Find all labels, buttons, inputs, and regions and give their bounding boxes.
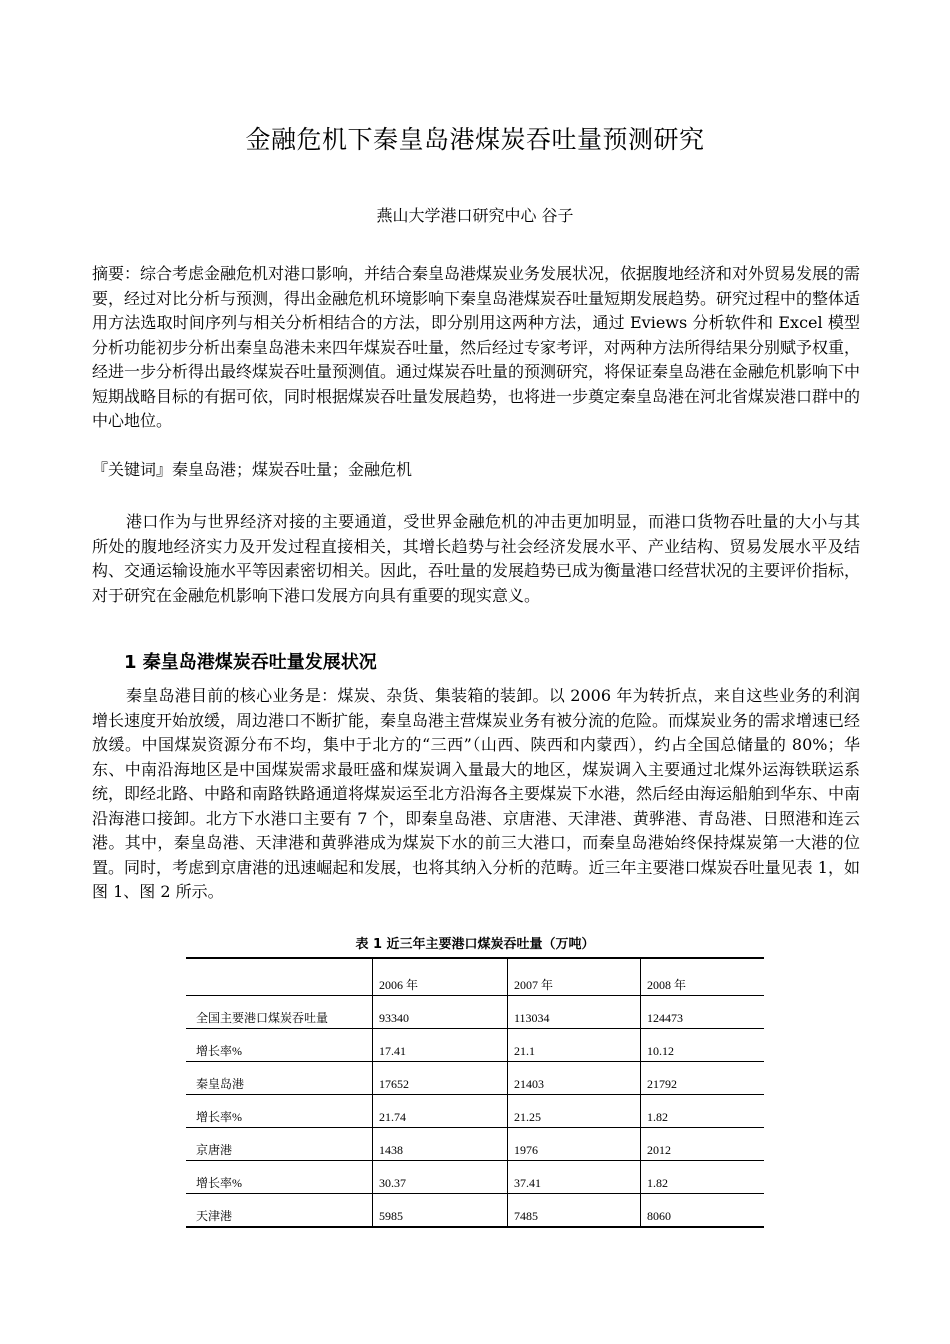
table-cell: 21.74 xyxy=(373,1095,508,1128)
intro-paragraph: 港口作为与世界经济对接的主要通道，受世界金融危机的冲击更加明显，而港口货物吞吐量的大小与其所处的腹地经济实力及开发过程直接相关，其增长趋势与社会经济发展水平、产业结构、贸易发展水平及结构、交通运输设施水平等因素密切相关。因此，吞吐量的发展趋势已成为衡量港口经营状况的主要评价指标，对于研究在金融危机影响下港口发展方向具有重要的现实意义。 xyxy=(92,512,861,605)
table-cell: 增长率% xyxy=(186,1029,373,1062)
table-header-cell xyxy=(186,958,373,996)
table-row xyxy=(186,996,764,1029)
table-cell: 93340 xyxy=(373,996,508,1029)
table-header-cell: 2007 年 xyxy=(508,958,641,996)
table-cell: 37.41 xyxy=(508,1161,641,1194)
keywords-line: 『关键词』秦皇岛港；煤炭吞吐量；金融危机 xyxy=(92,460,413,479)
table-cell: 全国主要港口煤炭吞吐量 xyxy=(186,996,373,1029)
table-cell: 8060 xyxy=(641,1194,765,1228)
table-header-row xyxy=(186,958,764,996)
table-row xyxy=(186,1095,764,1128)
table-cell: 增长率% xyxy=(186,1161,373,1194)
coal-throughput-table xyxy=(186,957,764,1228)
table-cell: 17652 xyxy=(373,1062,508,1095)
author-line: 燕山大学港口研究中心 谷子 xyxy=(376,206,574,225)
table-row xyxy=(186,1161,764,1194)
table-cell: 1.82 xyxy=(641,1095,765,1128)
table-cell: 30.37 xyxy=(373,1161,508,1194)
table-cell: 21792 xyxy=(641,1062,765,1095)
table-cell: 113034 xyxy=(508,996,641,1029)
table-cell: 京唐港 xyxy=(186,1128,373,1161)
table-row xyxy=(186,1128,764,1161)
table-cell: 21403 xyxy=(508,1062,641,1095)
table-cell: 5985 xyxy=(373,1194,508,1228)
table-row xyxy=(186,1194,764,1228)
table-cell: 2012 xyxy=(641,1128,765,1161)
abstract-paragraph: 摘要：综合考虑金融危机对港口影响，并结合秦皇岛港煤炭业务发展状况，依据腹地经济和对外贸易发展的需要，经过对比分析与预测，得出金融危机环境影响下秦皇岛港煤炭吞吐量短期发展趋势。研究过程中的整体适用方法选取时间序列与相关分析相结合的方法，即分别用这两种方法，通过 Eviews 分析软件和 Excel 模型分析功能初步分析出秦皇岛港未来四年煤炭吞吐量，然后经过专家考评，对两种方法所得结果分别赋予权重，经进一步分析得出最终煤炭吞吐量预测值。通过煤炭吞吐量的预测研究，将保证秦皇岛港在金融危机影响下中短期战略目标的有据可依，同时根据煤炭吞吐量发展趋势，也将进一步奠定秦皇岛港在河北省煤炭港口群中的中心地位。 xyxy=(92,264,861,430)
table-cell: 21.25 xyxy=(508,1095,641,1128)
paper-title: 金融危机下秦皇岛港煤炭吞吐量预测研究 xyxy=(245,125,705,154)
table-cell: 7485 xyxy=(508,1194,641,1228)
table-cell: 1.82 xyxy=(641,1161,765,1194)
table-cell: 21.1 xyxy=(508,1029,641,1062)
table-cell: 增长率% xyxy=(186,1095,373,1128)
table-row xyxy=(186,1062,764,1095)
section-body-paragraph: 秦皇岛港目前的核心业务是：煤炭、杂货、集装箱的装卸。以 2006 年为转折点，来自这些业务的利润增长速度开始放缓，周边港口不断扩能，秦皇岛港主营煤炭业务有被分流的危险。而煤炭业务的需求增速已经放缓。中国煤炭资源分布不均，集中于北方的“三西”（山西、陕西和内蒙西），约占全国总储量的 80%；华东、中南沿海地区是中国煤炭需求最旺盛和煤炭调入量最大的地区，煤炭调入主要通过北煤外运海铁联运系统，即经北路、中路和南路铁路通道将煤炭运至北方沿海各主要煤炭下水港，然后经由海运船舶到华东、中南沿海港口接卸。北方下水港口主要有 7 个，即秦皇岛港、京唐港、天津港、黄骅港、青岛港、日照港和连云港。其中，秦皇岛港、天津港和黄骅港成为煤炭下水的前三大港口，而秦皇岛港始终保持煤炭第一大港的位置。同时，考虑到京唐港的迅速崛起和发展，也将其纳入分析的范畴。近三年主要港口煤炭吞吐量见表 1，如图 1、图 2 所示。 xyxy=(92,686,861,901)
table-cell: 124473 xyxy=(641,996,765,1029)
table-cell: 天津港 xyxy=(186,1194,373,1228)
table-cell: 秦皇岛港 xyxy=(186,1062,373,1095)
section-heading: 1 秦皇岛港煤炭吞吐量发展状况 xyxy=(124,652,377,673)
table-cell: 1438 xyxy=(373,1128,508,1161)
table-header-cell: 2008 年 xyxy=(641,958,765,996)
table-cell: 1976 xyxy=(508,1128,641,1161)
table-cell: 17.41 xyxy=(373,1029,508,1062)
table-caption: 表 1 近三年主要港口煤炭吞吐量（万吨） xyxy=(355,937,595,952)
table-header-cell: 2006 年 xyxy=(373,958,508,996)
table-cell: 10.12 xyxy=(641,1029,765,1062)
table-row xyxy=(186,1029,764,1062)
